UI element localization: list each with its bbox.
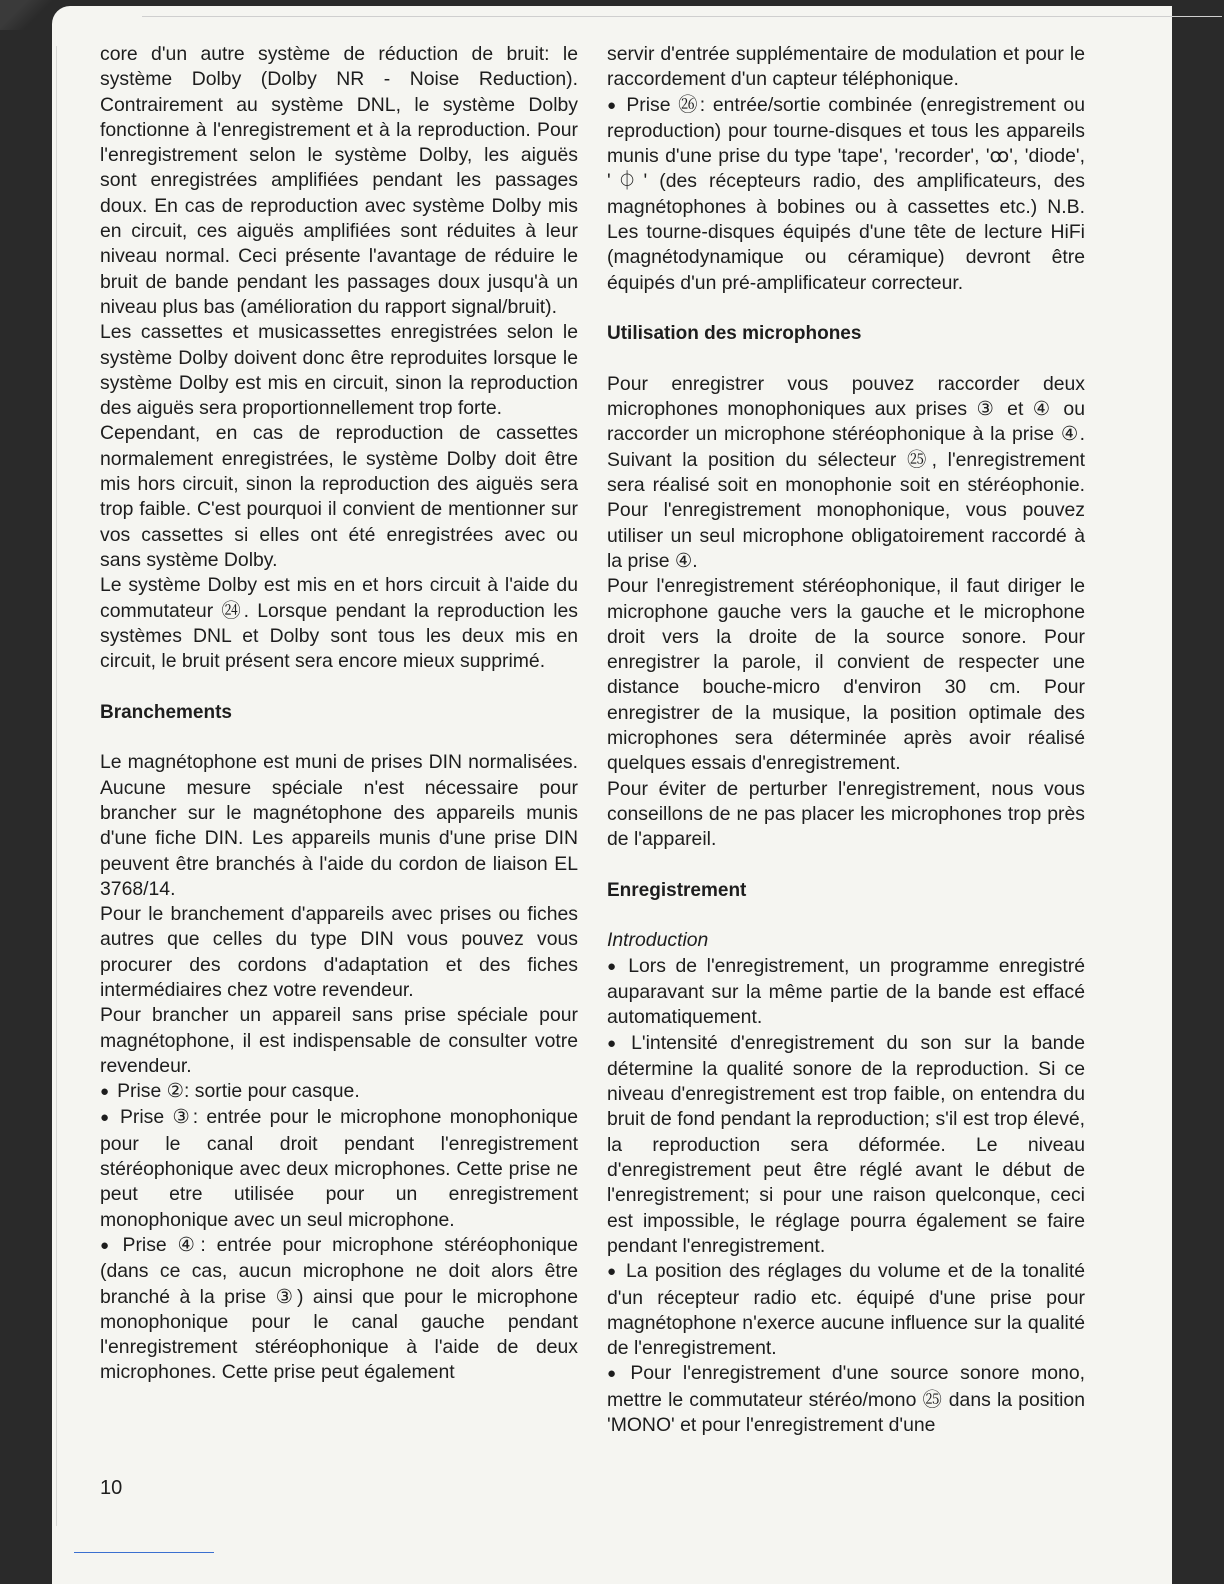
paragraph: Le magnétophone est muni de prises DIN normalisées. Aucune mesure spéciale n'est nécessaire pour brancher sur le magnétophone des appareils munis d'une fiche DIN. Les appareils munis d'une prise DIN peuvent être branchés à l'aide du cordon de liaison EL 3768/14.	[100, 751, 578, 900]
paragraph: Pour brancher un appareil sans prise spéciale pour magnétophone, il est indispensable de consulter votre revendeur.	[100, 1004, 578, 1077]
paragraph: Pour l'enregistrement stéréophonique, il faut diriger le microphone gauche vers la gauche et le microphone droit vers la droite de la source sonore. Pour enregistrer la parole, il convient de respecter une distance bouche-micro d'environ 30 cm. Pour enregistrer de la musique, la position optimale des microphones sera déterminée après avoir réalisé quelques essais d'enregistrement.	[607, 575, 1085, 775]
bullet-item: ● Lors de l'enregistrement, un programme enregistré auparavant sur la même partie de la bande est effacé automatiquement.	[607, 954, 1085, 1031]
bullet-item: ● Prise ②: sortie pour casque.	[100, 1079, 578, 1105]
bullet-item: ● La position des réglages du volume et de la tonalité d'un récepteur radio etc. équipé d'une prise pour magnétophone n'exerce aucune influence sur la qualité de l'enregistrement.	[607, 1259, 1085, 1361]
paragraph: Pour le branchement d'appareils avec prises ou fiches autres que celles du type DIN vous pouvez vous procurer des cordons d'adaptation et des fiches intermédiaires chez votre revendeur.	[100, 903, 578, 1001]
right-column	[607, 42, 1085, 1438]
paragraph: Le système Dolby est mis en et hors circuit à l'aide du commutateur ㉔. Lorsque pendant la reproduction les systèmes DNL et Dolby sont tous les deux mis en circuit, le bruit présent sera encore mieux supprimé.	[100, 574, 578, 673]
page-number: 10	[100, 1477, 123, 1499]
page-bottom-shadow	[0, 1514, 14, 1584]
paragraph: Les cassettes et musicassettes enregistrées selon le système Dolby doivent donc être reproduites lorsque le système Dolby est mis en circuit, sinon la reproduction des aiguës sera proportionnellement trop forte.	[100, 321, 578, 420]
left-column	[100, 42, 578, 1386]
section-heading-enregistrement: Enregistrement	[607, 879, 747, 901]
paragraph: Pour enregistrer vous pouvez raccorder deux microphones monophoniques aux prises ③ et ④ ou raccorder un microphone stéréophonique à la prise ④. Suivant la position du sélecteur ㉕, l'enregistrement sera réalisé soit en monophonie soit en stéréophonie. Pour l'enregistrement monophonique, vous pouvez utiliser un seul microphone obligatoirement raccordé à la prise ④.	[607, 372, 1085, 572]
page-top-edge	[142, 16, 1222, 17]
paragraph: Cependant, en cas de reproduction de cassettes normalement enregistrées, le système Dolby doit être mis hors circuit, sinon la reproduction des aiguës sera trop faible. C'est pourquoi il convient de mentionner sur vos cassettes si elles ont été enregistrées avec ou sans système Dolby.	[100, 422, 578, 571]
bullet-item: ● Prise ㉖: entrée/sortie combinée (enregistrement ou reproduction) pour tourne-disques et tous les appareils munis d'une prise du type 'tape', 'recorder', 'ꝏ', 'diode', '⏀' (des récepteurs radio, des amplificateurs, des magnétophones à bobines ou à cassettes etc.) N.B. Les tourne-disques équipés d'une tête de lecture HiFi (magnétodynamique ou céramique) devront être équipés d'un pré-amplificateur correcteur.	[607, 93, 1085, 296]
paragraph: servir d'entrée supplémentaire de modulation et pour le raccordement d'un capteur téléphonique.	[607, 43, 1085, 91]
bullet-item: ● Prise ③: entrée pour le microphone monophonique pour le canal droit pendant l'enregistrement stéréophonique avec deux microphones. Cette prise ne peut etre utilisée pour un enregistrement monophonique avec un seul microphone.	[100, 1105, 578, 1232]
bullet-item: ● L'intensité d'enregistrement du son sur la bande détermine la qualité sonore de la reproduction. Si ce niveau d'enregistrement est trop faible, on entendra du bruit de fond pendant la reproduction; s'il est trop élevé, la reproduction sera déformée. Le niveau d'enregistrement peut être réglé avant le début de l'enregistrement; si pour une raison quelconque, ceci est impossible, le réglage pourra également se faire pendant l'enregistrement.	[607, 1031, 1085, 1260]
section-heading-microphones: Utilisation des microphones	[607, 323, 862, 345]
subheading-introduction: Introduction	[607, 929, 709, 952]
bullet-item: ● Prise ④: entrée pour microphone stéréophonique (dans ce cas, aucun microphone ne doit alors être branché à la prise ③) ainsi que pour le microphone monophonique pour le canal gauche pendant l'enregistrement stéréophonique à l'aide de deux microphones. Cette prise peut également	[100, 1233, 578, 1386]
bullet-item: ● Pour l'enregistrement d'une source sonore mono, mettre le commutateur stéréo/mono ㉕ dans la position 'MONO' et pour l'enregistrement d'une	[607, 1361, 1085, 1438]
footer-rule	[74, 1552, 214, 1553]
section-heading-branchements: Branchements	[100, 701, 232, 723]
paragraph: core d'un autre système de réduction de bruit: le système Dolby (Dolby NR - Noise Reduction). Contrairement au système DNL, le système Dolby fonctionne à l'enregistrement et à la reproduction. Pour l'enregistrement selon le système Dolby, les aiguës sont enregistrées amplifiées pendant les passages doux. En cas de reproduction avec système Dolby mis en circuit, ces aiguës amplifiées sont réduites à leur niveau normal. Ceci présente l'avantage de réduire le bruit de bande pendant les passages doux jusqu'à un niveau plus bas (amélioration du rapport signal/bruit).	[100, 43, 578, 318]
page-left-edge	[56, 46, 57, 1526]
page-corner-shadow	[0, 0, 60, 30]
paragraph: Pour éviter de perturber l'enregistrement, nous vous conseillons de ne pas placer les microphones trop près de l'appareil.	[607, 777, 1085, 851]
